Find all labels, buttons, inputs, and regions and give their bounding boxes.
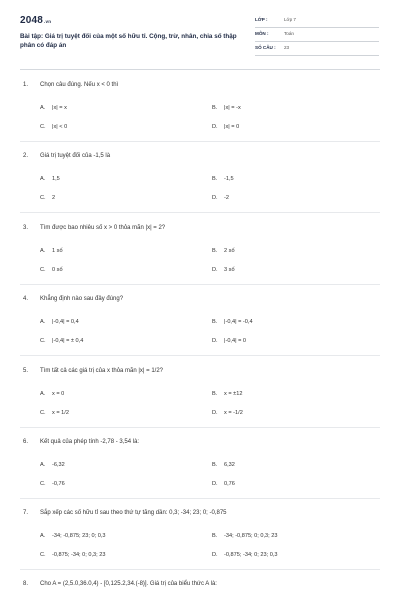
question-number: 3. xyxy=(23,225,29,231)
question-text: Giá trị tuyệt đối của -1,5 là xyxy=(40,153,111,159)
option-label: D. xyxy=(212,410,218,416)
question-number: 8. xyxy=(23,581,29,587)
header-divider xyxy=(20,69,380,70)
question-divider xyxy=(20,284,380,285)
option-value: 2 số xyxy=(224,248,235,254)
option-value: 0,76 xyxy=(224,481,235,487)
option-label: C. xyxy=(40,552,46,558)
option-value: 1 số xyxy=(52,248,63,254)
question-text: Kết quả của phép tính -2,78 - 3,54 là: xyxy=(40,439,140,445)
question-number: 5. xyxy=(23,368,29,374)
question-number: 6. xyxy=(23,439,29,445)
question-divider xyxy=(20,212,380,213)
option-label: B. xyxy=(212,391,218,397)
logo-suffix: .vn xyxy=(44,19,52,24)
option-label: C. xyxy=(40,338,46,344)
option-label: D. xyxy=(212,481,218,487)
option-label: B. xyxy=(212,319,218,325)
option-value: |-0,4| = ± 0,4 xyxy=(52,338,84,344)
option-value: -34; -0,875; 23; 0; 0,3 xyxy=(52,533,106,539)
option-value: |x| = x xyxy=(52,105,67,111)
question-divider xyxy=(20,569,380,570)
option-label: C. xyxy=(40,195,46,201)
option-value: |x| < 0 xyxy=(52,124,68,130)
option-label: B. xyxy=(212,462,218,468)
question-divider xyxy=(20,141,380,142)
document-header xyxy=(0,0,400,66)
option-label: A. xyxy=(40,105,46,111)
meta-subject-row xyxy=(255,28,379,42)
page-title: Bài tập: Giá trị tuyệt đối của một số hữu tỉ. Cộng, trừ, nhân, chia số thập phân có đáp án xyxy=(20,33,237,49)
option-value: |-0,4| = 0,4 xyxy=(52,319,79,325)
option-value: 0 số xyxy=(52,267,63,273)
option-label: D. xyxy=(212,124,218,130)
question-number: 2. xyxy=(23,153,29,159)
meta-label: SỐ CÂU : xyxy=(255,45,276,50)
option-value: -34; -0,875; 0; 0,3; 23 xyxy=(224,533,278,539)
option-value: x = ±12 xyxy=(224,391,243,397)
option-value: |x| = 0 xyxy=(224,124,240,130)
option-value: |-0,4| = 0 xyxy=(224,338,247,344)
question-divider xyxy=(20,427,380,428)
option-label: A. xyxy=(40,248,46,254)
option-label: B. xyxy=(212,105,218,111)
option-value: |x| = -x xyxy=(224,105,241,111)
option-value: -1,5 xyxy=(224,176,234,182)
option-value: x = 0 xyxy=(52,391,65,397)
option-value: 3 số xyxy=(224,267,235,273)
option-label: A. xyxy=(40,533,46,539)
option-label: C. xyxy=(40,410,46,416)
option-value: -0,76 xyxy=(52,481,65,487)
option-label: D. xyxy=(212,552,218,558)
option-label: A. xyxy=(40,391,46,397)
site-logo[interactable] xyxy=(20,15,51,26)
meta-label: MÔN : xyxy=(255,31,269,36)
question-divider xyxy=(20,498,380,499)
logo-text: 2048 xyxy=(20,15,44,26)
question-number: 4. xyxy=(23,296,29,302)
option-value: |-0,4| = -0,4 xyxy=(224,319,253,325)
option-label: A. xyxy=(40,462,46,468)
question-number: 1. xyxy=(23,82,29,88)
option-value: -0,875; -34; 0; 0,3; 23 xyxy=(52,552,106,558)
option-value: -6,32 xyxy=(52,462,65,468)
question-text: Tìm được bao nhiêu số x > 0 thỏa mãn |x| = 2? xyxy=(40,225,166,231)
option-label: C. xyxy=(40,267,46,273)
meta-value: 23 xyxy=(284,45,290,50)
option-label: D. xyxy=(212,267,218,273)
option-label: B. xyxy=(212,533,218,539)
question-text: Sắp xếp các số hữu tỉ sau theo thứ tự tăng dần: 0,3; -34; 23; 0; -0,875 xyxy=(40,510,227,516)
option-value: -0,875; -34; 0; 23; 0,3 xyxy=(224,552,278,558)
question-number: 7. xyxy=(23,510,29,516)
meta-value: Toán xyxy=(284,31,294,36)
option-label: C. xyxy=(40,481,46,487)
question-text: Cho A = (2,5.0,36.0,4) - [0,125.2,34.(-8)]. Giá trị của biểu thức A là: xyxy=(40,581,217,587)
question-text: Khẳng định nào sau đây đúng? xyxy=(40,296,124,302)
meta-count-row xyxy=(255,42,379,56)
question-text: Chọn câu đúng. Nếu x < 0 thì xyxy=(40,82,119,88)
option-value: x = 1/2 xyxy=(52,410,69,416)
question-text: Tìm tất cả các giá trị của x thỏa mãn |x| = 1/2? xyxy=(40,368,164,374)
option-value: x = -1/2 xyxy=(224,410,243,416)
meta-label: LỚP : xyxy=(255,17,268,22)
option-label: A. xyxy=(40,319,46,325)
question-divider xyxy=(20,355,380,356)
meta-class-row xyxy=(255,14,379,28)
meta-value: Lớp 7 xyxy=(284,17,296,22)
option-label: A. xyxy=(40,176,46,182)
option-value: 1,5 xyxy=(52,176,60,182)
option-label: D. xyxy=(212,195,218,201)
option-value: -2 xyxy=(224,195,229,201)
option-value: 2 xyxy=(52,195,56,201)
option-label: B. xyxy=(212,176,218,182)
option-label: B. xyxy=(212,248,218,254)
option-label: C. xyxy=(40,124,46,130)
option-label: D. xyxy=(212,338,218,344)
option-value: 6,32 xyxy=(224,462,235,468)
